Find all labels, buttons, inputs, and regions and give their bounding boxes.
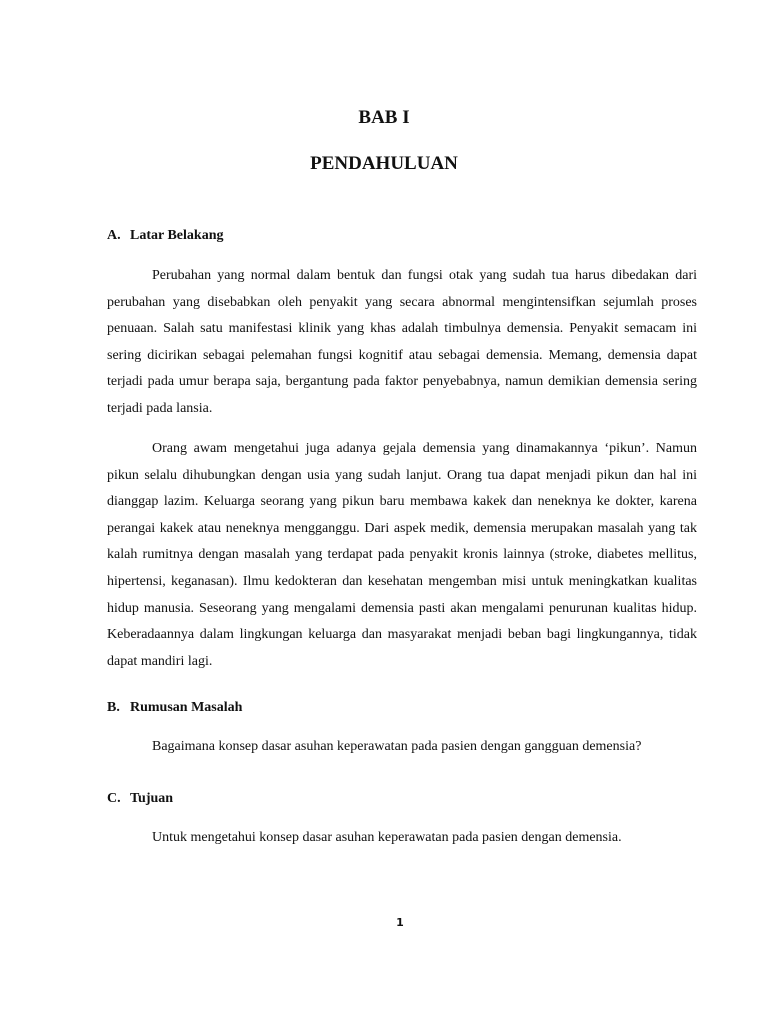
section-letter: C.: [107, 791, 121, 806]
section-heading-latar-belakang: [107, 228, 223, 244]
section-heading-tujuan: [107, 791, 173, 807]
paragraph: Orang awam mengetahui juga adanya gejala demensia yang dinamakannya ‘pikun’. Namun pikun selalu dihubungkan dengan usia yang sudah lanjut. Orang tua dapat menjadi pikun dan hal ini dianggap lazim. Keluarga seorang yang pikun baru membawa kakek dan neneknya ke dokter, karena perangai kakek atau neneknya mengganggu. Dari aspek medik, demensia merupakan masalah yang tak kalah rumitnya dengan masalah yang terdapat pada penyakit kronis lainnya (stroke, diabetes mellitus, hipertensi, keganasan). Ilmu kedokteran dan kesehatan mengemban misi untuk meningkatkan kualitas hidup manusia. Seseorang yang mengalami demensia pasti akan mengalami penurunan kualitas hidup. Keberadaannya dalam lingkungan keluarga dan masyarakat menjadi beban bagi lingkungannya, tidak dapat mandiri lagi.: [107, 441, 697, 669]
paragraph: Bagaimana konsep dasar asuhan keperawatan pada pasien dengan gangguan demensia?: [152, 739, 642, 754]
paragraph: Untuk mengetahui konsep dasar asuhan keperawatan pada pasien dengan demensia.: [152, 830, 622, 845]
chapter-number: BAB I: [358, 107, 410, 128]
section-title: Tujuan: [130, 791, 174, 806]
page-number: 1: [396, 916, 404, 929]
section-title: Latar Belakang: [130, 228, 224, 243]
section-letter: B.: [107, 700, 120, 715]
paragraph: Perubahan yang normal dalam bentuk dan fungsi otak yang sudah tua harus dibedakan dari perubahan yang disebabkan oleh penyakit yang secara abnormal mengintensifkan sejumlah proses penuaan. Salah satu manifestasi klinik yang khas adalah timbulnya demensia. Penyakit semacam ini sering dicirikan sebagai pelemahan fungsi kognitif atau sebagai demensia. Memang, demensia dapat terjadi pada umur berapa saja, bergantung pada faktor penyebabnya, namun demikian demensia sering terjadi pada lansia.: [107, 268, 697, 416]
section-title: Rumusan Masalah: [130, 700, 243, 715]
section-heading-rumusan-masalah: [107, 700, 242, 716]
chapter-title: PENDAHULUAN: [310, 153, 458, 174]
section-letter: A.: [107, 228, 121, 243]
